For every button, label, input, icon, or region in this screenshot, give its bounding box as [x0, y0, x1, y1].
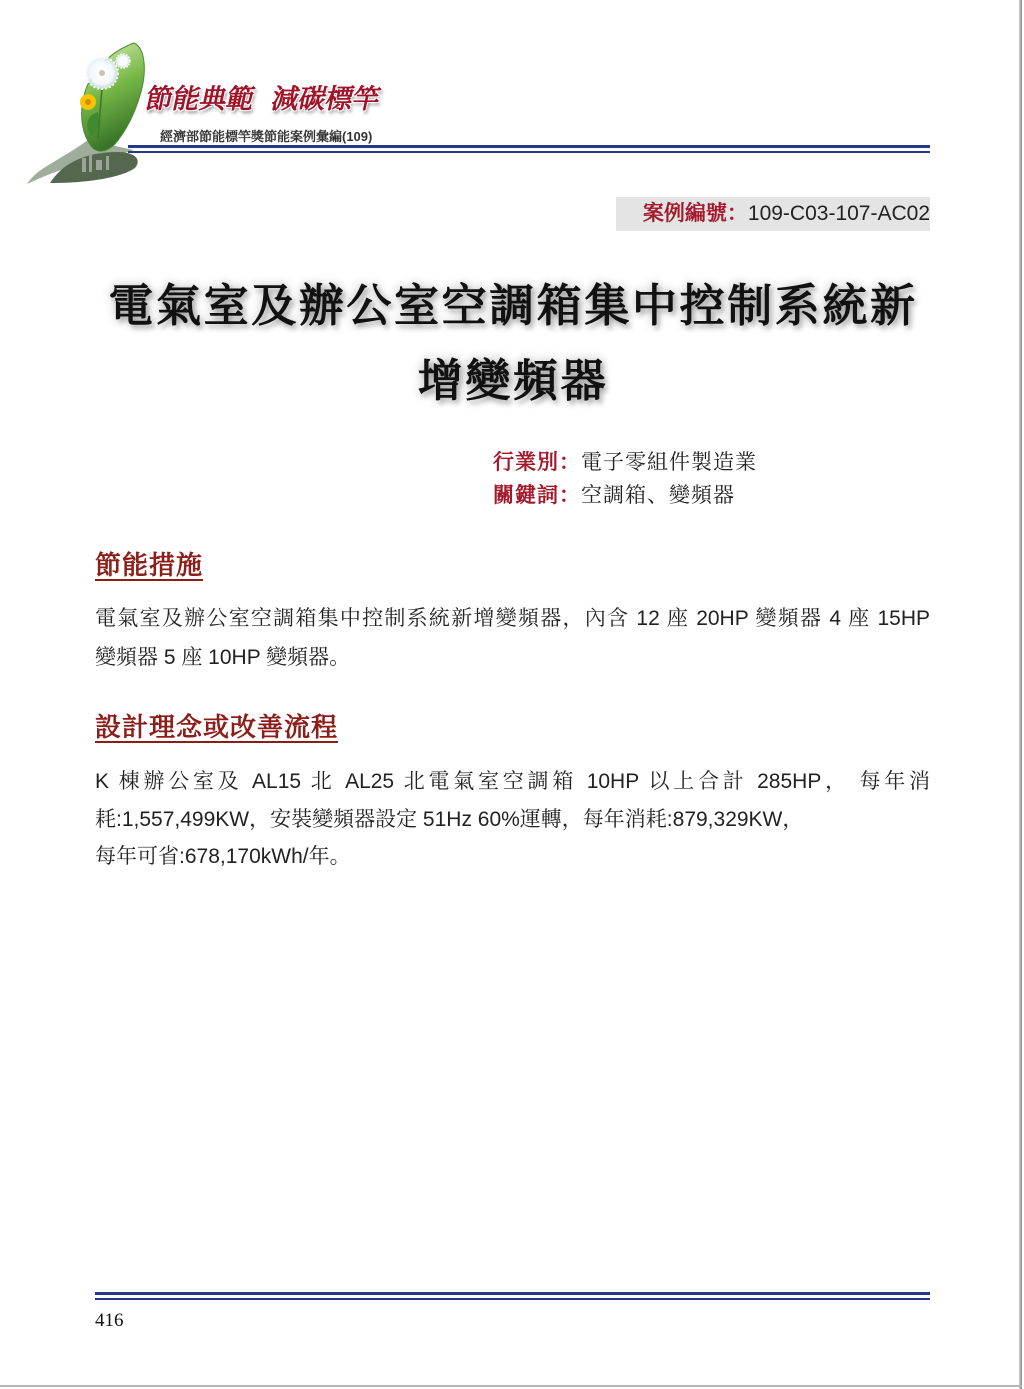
page-title-line-2: 增變頻器 — [417, 355, 609, 406]
page-title — [0, 268, 1024, 418]
yellow-flower-icon — [80, 94, 96, 110]
publication-subtitle: 經濟部節能標竿獎節能案例彙編(109) — [160, 129, 373, 144]
logo-title-part-1: 節能典範 — [142, 84, 258, 114]
keywords-row — [493, 479, 757, 512]
logo-emblem-icon — [22, 40, 152, 185]
dandelion-puff-icon — [86, 57, 118, 89]
header-rule — [128, 145, 930, 148]
paragraph-line: K 棟辦公室及 AL15 北 AL25 北電氣室空調箱 10HP 以上合計 285HP， 每年消 — [95, 770, 930, 793]
section-body-design — [95, 763, 930, 876]
paragraph-line: 耗:1,557,499KW，安裝變頻器設定 51Hz 60%運轉，每年消耗:879,329KW， — [95, 807, 804, 831]
industry-value: 電子零組件製造業 — [581, 451, 757, 474]
case-number-label: 案例編號： — [642, 202, 748, 225]
logo-title-part-2: 減碳標竿 — [268, 84, 384, 114]
page-edge-bottom — [0, 1385, 1022, 1387]
paragraph-line: 變頻器 5 座 10HP 變頻器。 — [95, 646, 351, 669]
keywords-value: 空調箱、變頻器 — [581, 484, 735, 507]
section-heading-design: 設計理念或改善流程 — [95, 712, 339, 742]
section-heading-measures: 節能措施 — [95, 550, 204, 580]
industry-label: 行業別： — [493, 451, 581, 474]
paragraph-line: 電氣室及辦公室空調箱集中控制系統新增變頻器，內含 12 座 20HP 變頻器 4 座 15HP — [95, 607, 930, 630]
case-meta — [493, 446, 757, 512]
section-body-measures — [95, 599, 930, 677]
footer-rule-thin — [95, 1298, 930, 1300]
paragraph-line: 每年可省:678,170kWh/年。 — [95, 845, 351, 868]
industry-row — [493, 446, 757, 479]
page-number: 416 — [95, 1310, 124, 1331]
page-edge-right — [1019, 0, 1022, 1389]
header-rule-thin — [128, 151, 930, 153]
page-title-line-1: 電氣室及辦公室空調箱集中控制系統新 — [108, 280, 918, 331]
case-number-box — [616, 197, 930, 231]
keywords-label: 關鍵詞： — [493, 484, 581, 507]
footer-rule — [95, 1292, 930, 1295]
small-dandelion-puff-icon — [116, 54, 130, 68]
case-number-value: 109-C03-107-AC02 — [747, 202, 930, 225]
logo-title — [143, 83, 384, 115]
